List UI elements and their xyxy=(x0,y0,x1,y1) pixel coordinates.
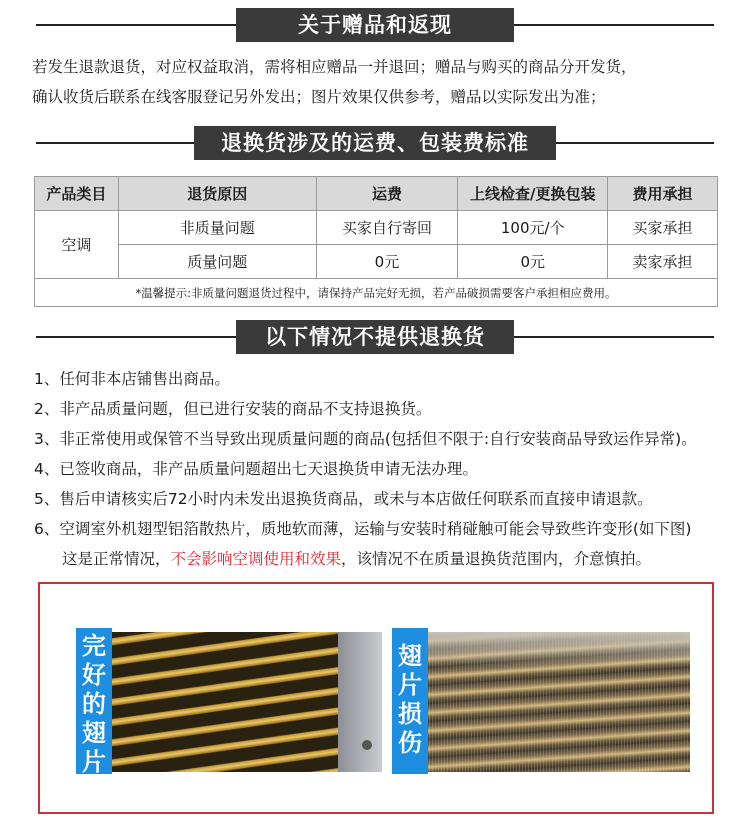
damaged-fins-label xyxy=(392,628,428,774)
label-char: 翅 xyxy=(398,642,422,670)
bolt xyxy=(362,740,372,750)
header-rule-right xyxy=(514,336,714,338)
table-row xyxy=(35,245,718,279)
damaged-fins-photo xyxy=(426,632,690,772)
cell-category: 空调 xyxy=(35,211,119,279)
table-note-row xyxy=(35,279,718,307)
label-char: 完 xyxy=(82,632,106,660)
col-header-packaging: 上线检查/更换包装 xyxy=(458,177,608,211)
label-char: 片 xyxy=(82,748,106,776)
header-rule-left xyxy=(36,336,236,338)
header-rule-left xyxy=(36,142,194,144)
label-char: 伤 xyxy=(398,729,422,757)
cell-packaging: 100元/个 xyxy=(458,211,608,245)
continuation-text: 这是正常情况， xyxy=(62,550,171,568)
intact-fins-label xyxy=(76,628,112,774)
section-header-fees xyxy=(0,126,750,160)
cell-bearer: 买家承担 xyxy=(608,211,718,245)
list-item: 6、空调室外机翅型铝箔散热片，质地软而薄，运输与安装时稍碰触可能会导致些许变形(如下图) xyxy=(34,520,692,538)
list-item: 2、非产品质量问题，但已进行安装的商品不支持退换货。 xyxy=(34,400,432,418)
photo-haze xyxy=(426,632,690,668)
gift-policy-line-2: 确认收货后联系在线客服登记另外发出；图片效果仅供参考，赠品以实际发出为准； xyxy=(32,88,606,106)
section-header-exclusions xyxy=(0,320,750,354)
table-header-row xyxy=(35,177,718,211)
section-title-exclusions: 以下情况不提供退换货 xyxy=(236,320,514,354)
col-header-reason: 退货原因 xyxy=(118,177,316,211)
header-rule-right xyxy=(514,24,714,26)
cell-reason: 非质量问题 xyxy=(118,211,316,245)
section-header-gifts xyxy=(0,8,750,42)
cell-shipping: 买家自行寄回 xyxy=(316,211,458,245)
list-item: 5、售后申请核实后72小时内未发出退换货商品，或未与本店做任何联系而直接申请退款。 xyxy=(34,490,653,508)
highlight-text: 不会影响空调使用和效果 xyxy=(170,550,342,568)
col-header-category: 产品类目 xyxy=(35,177,119,211)
section-title-fees: 退换货涉及的运费、包装费标准 xyxy=(194,126,556,160)
gift-policy-line-1: 若发生退款退货，对应权益取消，需将相应赠品一并退回；赠品与购买的商品分开发货， xyxy=(32,58,637,76)
cell-packaging: 0元 xyxy=(458,245,608,279)
cell-reason: 质量问题 xyxy=(118,245,316,279)
table-note: *温馨提示:非质量问题退货过程中，请保持产品完好无损，若产品破损需要客户承担相应费用。 xyxy=(35,279,718,307)
list-item: 4、已签收商品，非产品质量问题超出七天退换货申请无法办理。 xyxy=(34,460,478,478)
label-char: 片 xyxy=(398,671,422,699)
label-char: 翅 xyxy=(82,719,106,747)
label-char: 的 xyxy=(82,690,106,718)
section-title-gifts: 关于赠品和返现 xyxy=(236,8,514,42)
label-char: 好 xyxy=(82,661,106,689)
label-char: 损 xyxy=(398,700,422,728)
metal-plate xyxy=(338,632,382,772)
cell-bearer: 卖家承担 xyxy=(608,245,718,279)
col-header-bearer: 费用承担 xyxy=(608,177,718,211)
col-header-shipping: 运费 xyxy=(316,177,458,211)
table-row xyxy=(35,211,718,245)
cell-shipping: 0元 xyxy=(316,245,458,279)
list-item-continuation xyxy=(62,548,651,570)
continuation-text: ，该情况不在质量退换货范围内，介意慎拍。 xyxy=(341,550,652,568)
list-item: 1、任何非本店铺售出商品。 xyxy=(34,370,230,388)
header-rule-right xyxy=(556,142,714,144)
fee-standard-table xyxy=(34,176,718,307)
list-item: 3、非正常使用或保管不当导致出现质量问题的商品(包括但不限于:自行安装商品导致运作异常)。 xyxy=(34,430,697,448)
intact-fins-photo xyxy=(110,632,382,772)
header-rule-left xyxy=(36,24,236,26)
fin-comparison-frame xyxy=(38,582,714,814)
